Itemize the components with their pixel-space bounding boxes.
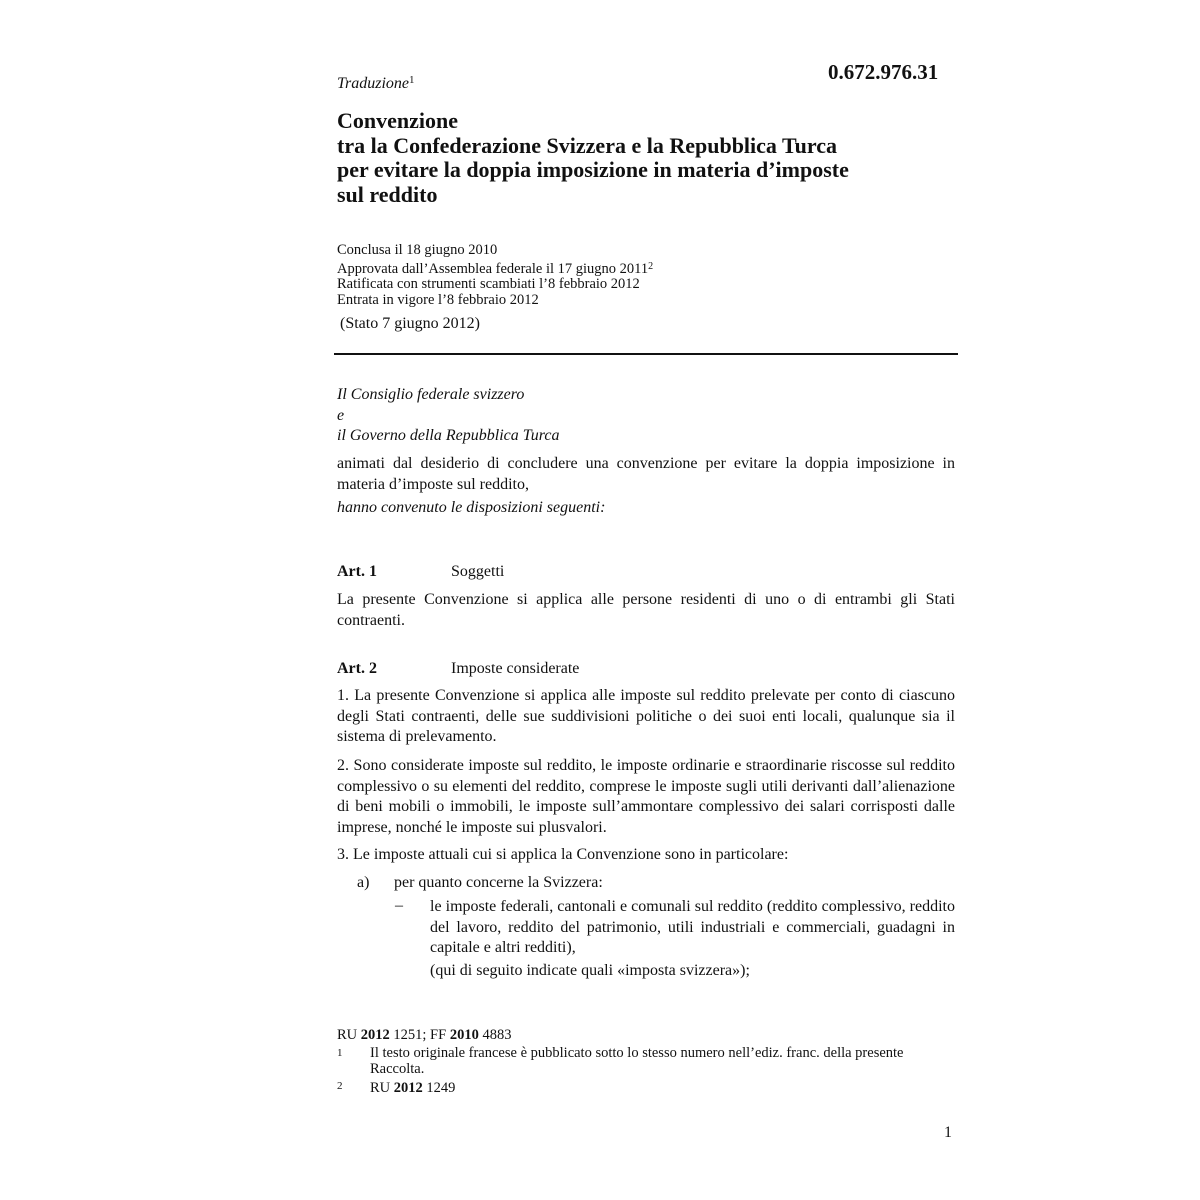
- article-1-heading: [337, 563, 504, 581]
- swiss-tax-definition: (qui di seguito indicate quali «imposta svizzera»);: [430, 962, 750, 979]
- article-1-text: La presente Convenzione si applica alle persone residenti di uno o di entrambi gli Stati contraenti.: [337, 591, 955, 629]
- status-date: (Stato 7 giugno 2012): [340, 315, 480, 332]
- header-divider: [334, 353, 958, 355]
- footnote-2-number: 2: [337, 1080, 343, 1092]
- concluded-date: Conclusa il 18 giugno 2010: [337, 242, 498, 258]
- translation-label-text: Traduzione: [337, 75, 410, 92]
- ratified-date: Ratificata con strumenti scambiati l’8 febbraio 2012: [337, 276, 640, 293]
- title-line-1: Convenzione: [337, 108, 458, 133]
- dash-bullet: –: [395, 897, 403, 914]
- article-2-title: Imposte considerate: [451, 660, 580, 677]
- party-switzerland: Il Consiglio federale svizzero: [337, 386, 525, 403]
- party-conjunction: e: [337, 406, 345, 424]
- article-2-paragraph-3: 3. Le imposte attuali cui si applica la Convenzione sono in particolare:: [337, 846, 789, 863]
- article-2-heading: [337, 660, 579, 678]
- article-2-paragraph-1: 1. La presente Convenzione si applica alle imposte sul reddito prelevate per conto di ciascuno degli Stati contraenti, delle sue suddivisioni politiche o dei suoi enti locali, qualunque sia il sistema di prelevamento.: [337, 687, 955, 745]
- enactment-dates: [337, 243, 653, 309]
- preamble-text: animati dal desiderio di concludere una convenzione per evitare la doppia imposizione in materia d’imposte sul reddito,: [337, 455, 955, 493]
- footnote-2-year: 2012: [393, 1080, 423, 1096]
- agreed-clause: hanno convenuto le disposizioni seguenti:: [337, 499, 606, 516]
- source-ru-page: 1251; FF: [389, 1027, 450, 1043]
- in-force-date: Entrata in vigore l’8 febbraio 2012: [337, 292, 539, 309]
- approved-date: [337, 259, 653, 278]
- footnote-2-page: 1249: [422, 1080, 456, 1096]
- footnote-2: [337, 1079, 455, 1097]
- sr-number: 0.672.976.31: [828, 60, 939, 84]
- title-line-4: sul reddito: [337, 181, 438, 207]
- swiss-taxes-item: le imposte federali, cantonali e comunali sul reddito (reddito complessivo, reddito del lavoro, reddito del patrimonio, utili industriali e commerciali, guadagni in capitale e altri redditi),: [430, 898, 955, 956]
- footnote-1-text: Il testo originale francese è pubblicato sotto lo stesso numero nell’ediz. franc. della presente Raccolta.: [370, 1045, 904, 1077]
- list-item-a-label: a): [357, 874, 370, 891]
- footnote-1-number: 1: [337, 1047, 343, 1059]
- title-line-3: per evitare la doppia imposizione in materia d’imposte: [337, 157, 849, 182]
- source-ff-page: 4883: [478, 1027, 512, 1043]
- footnote-mark-1[interactable]: 1: [409, 74, 415, 86]
- article-2-paragraph-2: 2. Sono considerate imposte sul reddito, le imposte ordinarie e straordinarie riscosse sul reddito complessivo o su elementi del reddito, comprese le imposte sugli utili derivanti dall’alienazione di beni mobili o immobili, le imposte sull’ammontare complessivo dei salari corrisposti dalle imprese, nonché le imposte sui plusvalori.: [337, 757, 955, 836]
- footnote-2-prefix: RU: [370, 1080, 394, 1096]
- approved-date-text: Approvata dall’Assemblea federale il 17 giugno 2011: [337, 260, 649, 277]
- footnote-1-marker: [337, 1046, 370, 1064]
- party-turkey: il Governo della Repubblica Turca: [337, 427, 560, 444]
- translation-label: [337, 74, 415, 93]
- list-item-a-text: per quanto concerne la Svizzera:: [394, 874, 603, 891]
- page-number: 1: [944, 1124, 952, 1141]
- title-line-2: tra la Confederazione Svizzera e la Repubblica Turca: [337, 132, 838, 158]
- article-1-title: Soggetti: [451, 563, 505, 580]
- article-2-number: Art. 2: [337, 660, 377, 677]
- contracting-parties: [337, 385, 955, 447]
- footnote-mark-2[interactable]: 2: [648, 260, 654, 272]
- source-ff-year: 2010: [449, 1027, 479, 1043]
- footnote-source: [337, 1027, 511, 1044]
- source-ru-year: 2012: [360, 1027, 390, 1043]
- list-item-a: [357, 874, 603, 892]
- document-title: [337, 109, 849, 207]
- article-1-number: Art. 1: [337, 563, 377, 580]
- source-ru-label: RU: [337, 1027, 361, 1043]
